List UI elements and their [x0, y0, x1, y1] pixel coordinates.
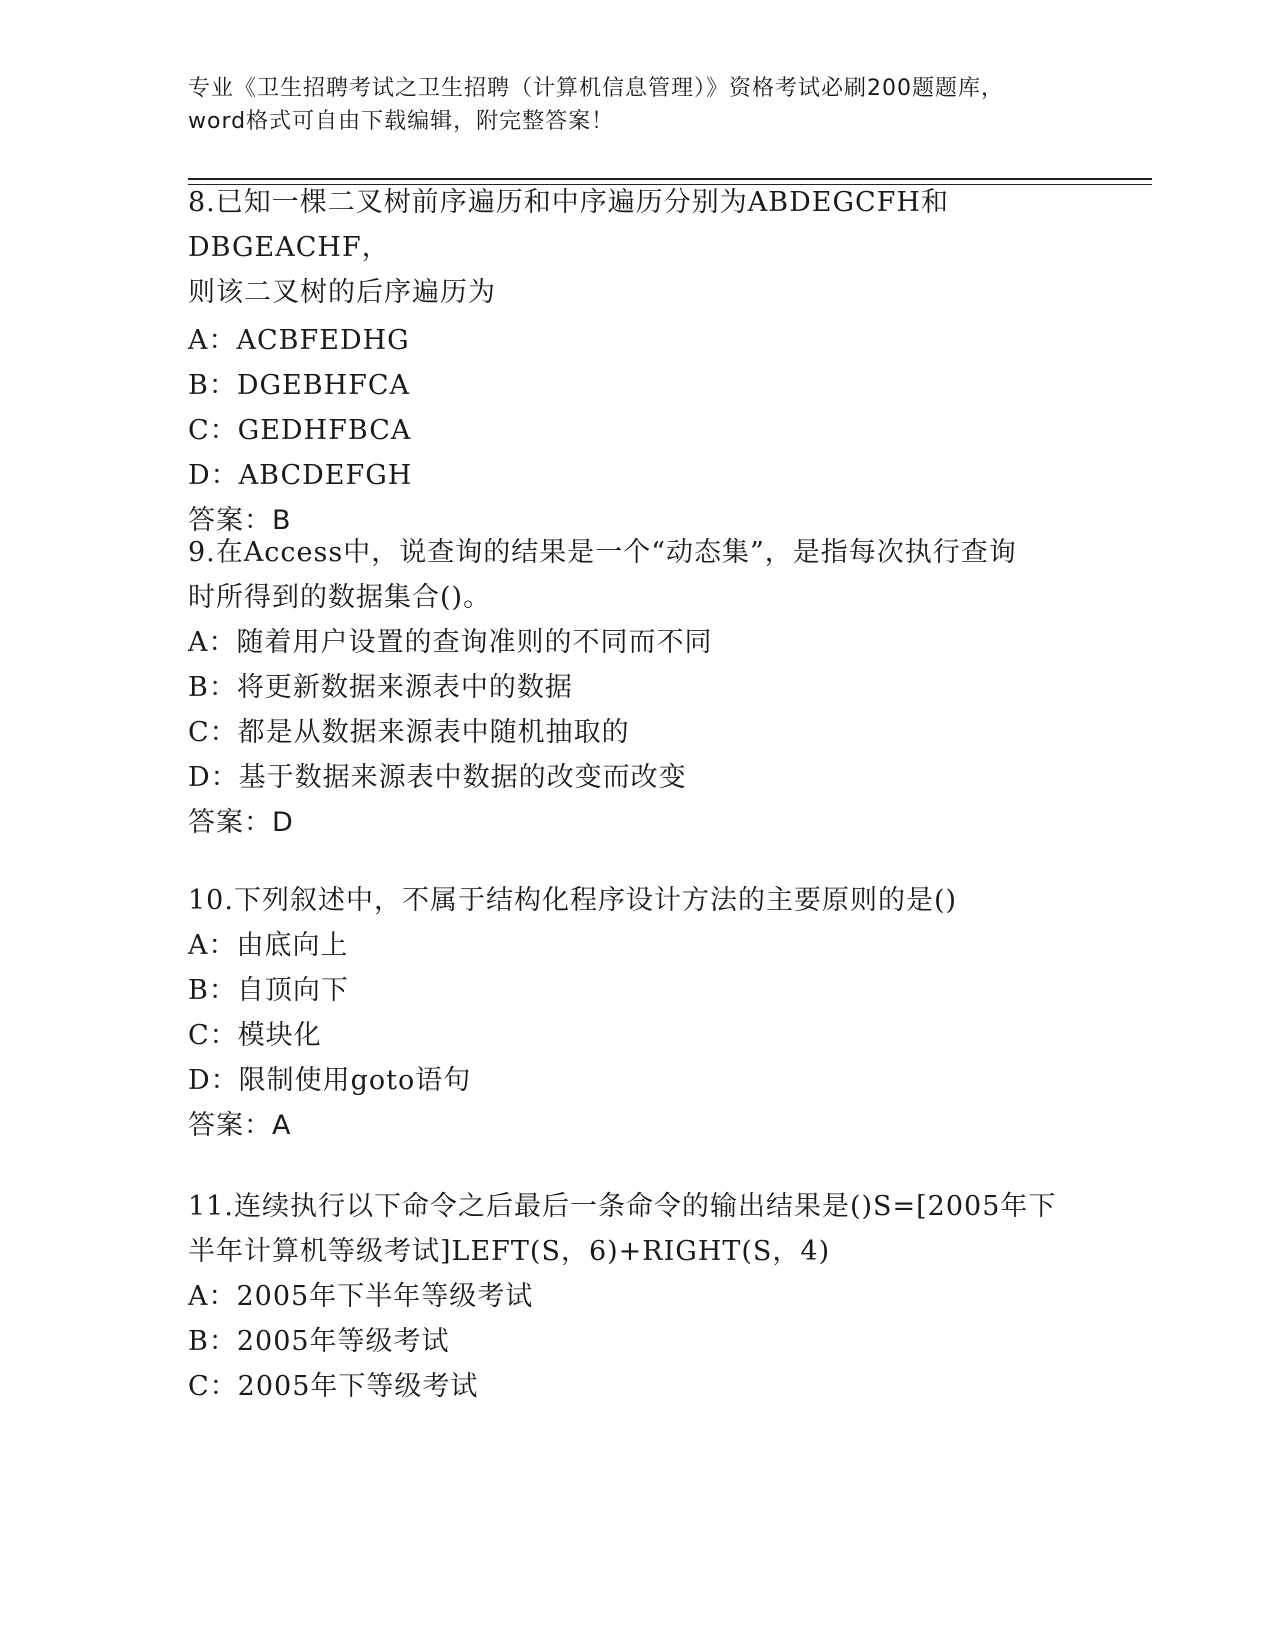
question-10-answer: 答案：A — [188, 1110, 292, 1141]
question-8-option-a: A：ACBFEDHG — [188, 325, 410, 356]
question-9-option-d: D：基于数据来源表中数据的改变而改变 — [188, 762, 687, 793]
question-9-text-line-2: 时所得到的数据集合()。 — [188, 582, 492, 613]
question-11-option-b: B：2005年等级考试 — [188, 1326, 450, 1357]
question-9 — [188, 530, 1088, 845]
question-10-text-line-1: 10.下列叙述中，不属于结构化程序设计方法的主要原则的是() — [188, 885, 958, 916]
question-11-text-line-1: 11.连续执行以下命令之后最后一条命令的输出结果是()S=[2005年下 — [188, 1191, 1057, 1222]
question-10 — [188, 878, 1088, 1148]
question-11-option-a: A：2005年下半年等级考试 — [188, 1281, 534, 1312]
question-9-option-a: A：随着用户设置的查询准则的不同而不同 — [188, 627, 713, 658]
question-8 — [188, 180, 1088, 543]
question-9-answer: 答案：D — [188, 807, 294, 838]
document-header — [188, 72, 1088, 138]
question-10-option-a: A：由底向上 — [188, 930, 349, 961]
question-10-option-b: B：自顶向下 — [188, 975, 349, 1006]
question-9-text-line-1: 9.在Access中，说查询的结果是一个“动态集”，是指每次执行查询 — [188, 537, 1017, 568]
question-8-option-c: C：GEDHFBCA — [188, 415, 412, 446]
question-8-text-line-2: 则该二叉树的后序遍历为 — [188, 277, 496, 308]
question-11-text-line-2: 半年计算机等级考试]LEFT(S，6)+RIGHT(S，4) — [188, 1236, 831, 1267]
question-10-option-c: C：模块化 — [188, 1020, 322, 1051]
question-8-answer: 答案：B — [188, 505, 292, 536]
header-line-1: 专业《卫生招聘考试之卫生招聘（计算机信息管理）》资格考试必刷200题题库， — [188, 76, 1004, 101]
question-11 — [188, 1184, 1088, 1409]
header-line-2: word格式可自由下载编辑，附完整答案！ — [188, 109, 615, 134]
question-9-option-b: B：将更新数据来源表中的数据 — [188, 672, 573, 703]
question-9-option-c: C：都是从数据来源表中随机抽取的 — [188, 717, 630, 748]
question-8-option-b: B：DGEBHFCA — [188, 370, 411, 401]
question-8-text-line-1: 8.已知一棵二叉树前序遍历和中序遍历分别为ABDEGCFH和DBGEACHF， — [188, 187, 949, 263]
question-10-option-d: D：限制使用goto语句 — [188, 1065, 472, 1096]
question-11-option-c: C：2005年下等级考试 — [188, 1371, 479, 1402]
question-8-option-d: D：ABCDEFGH — [188, 460, 413, 491]
